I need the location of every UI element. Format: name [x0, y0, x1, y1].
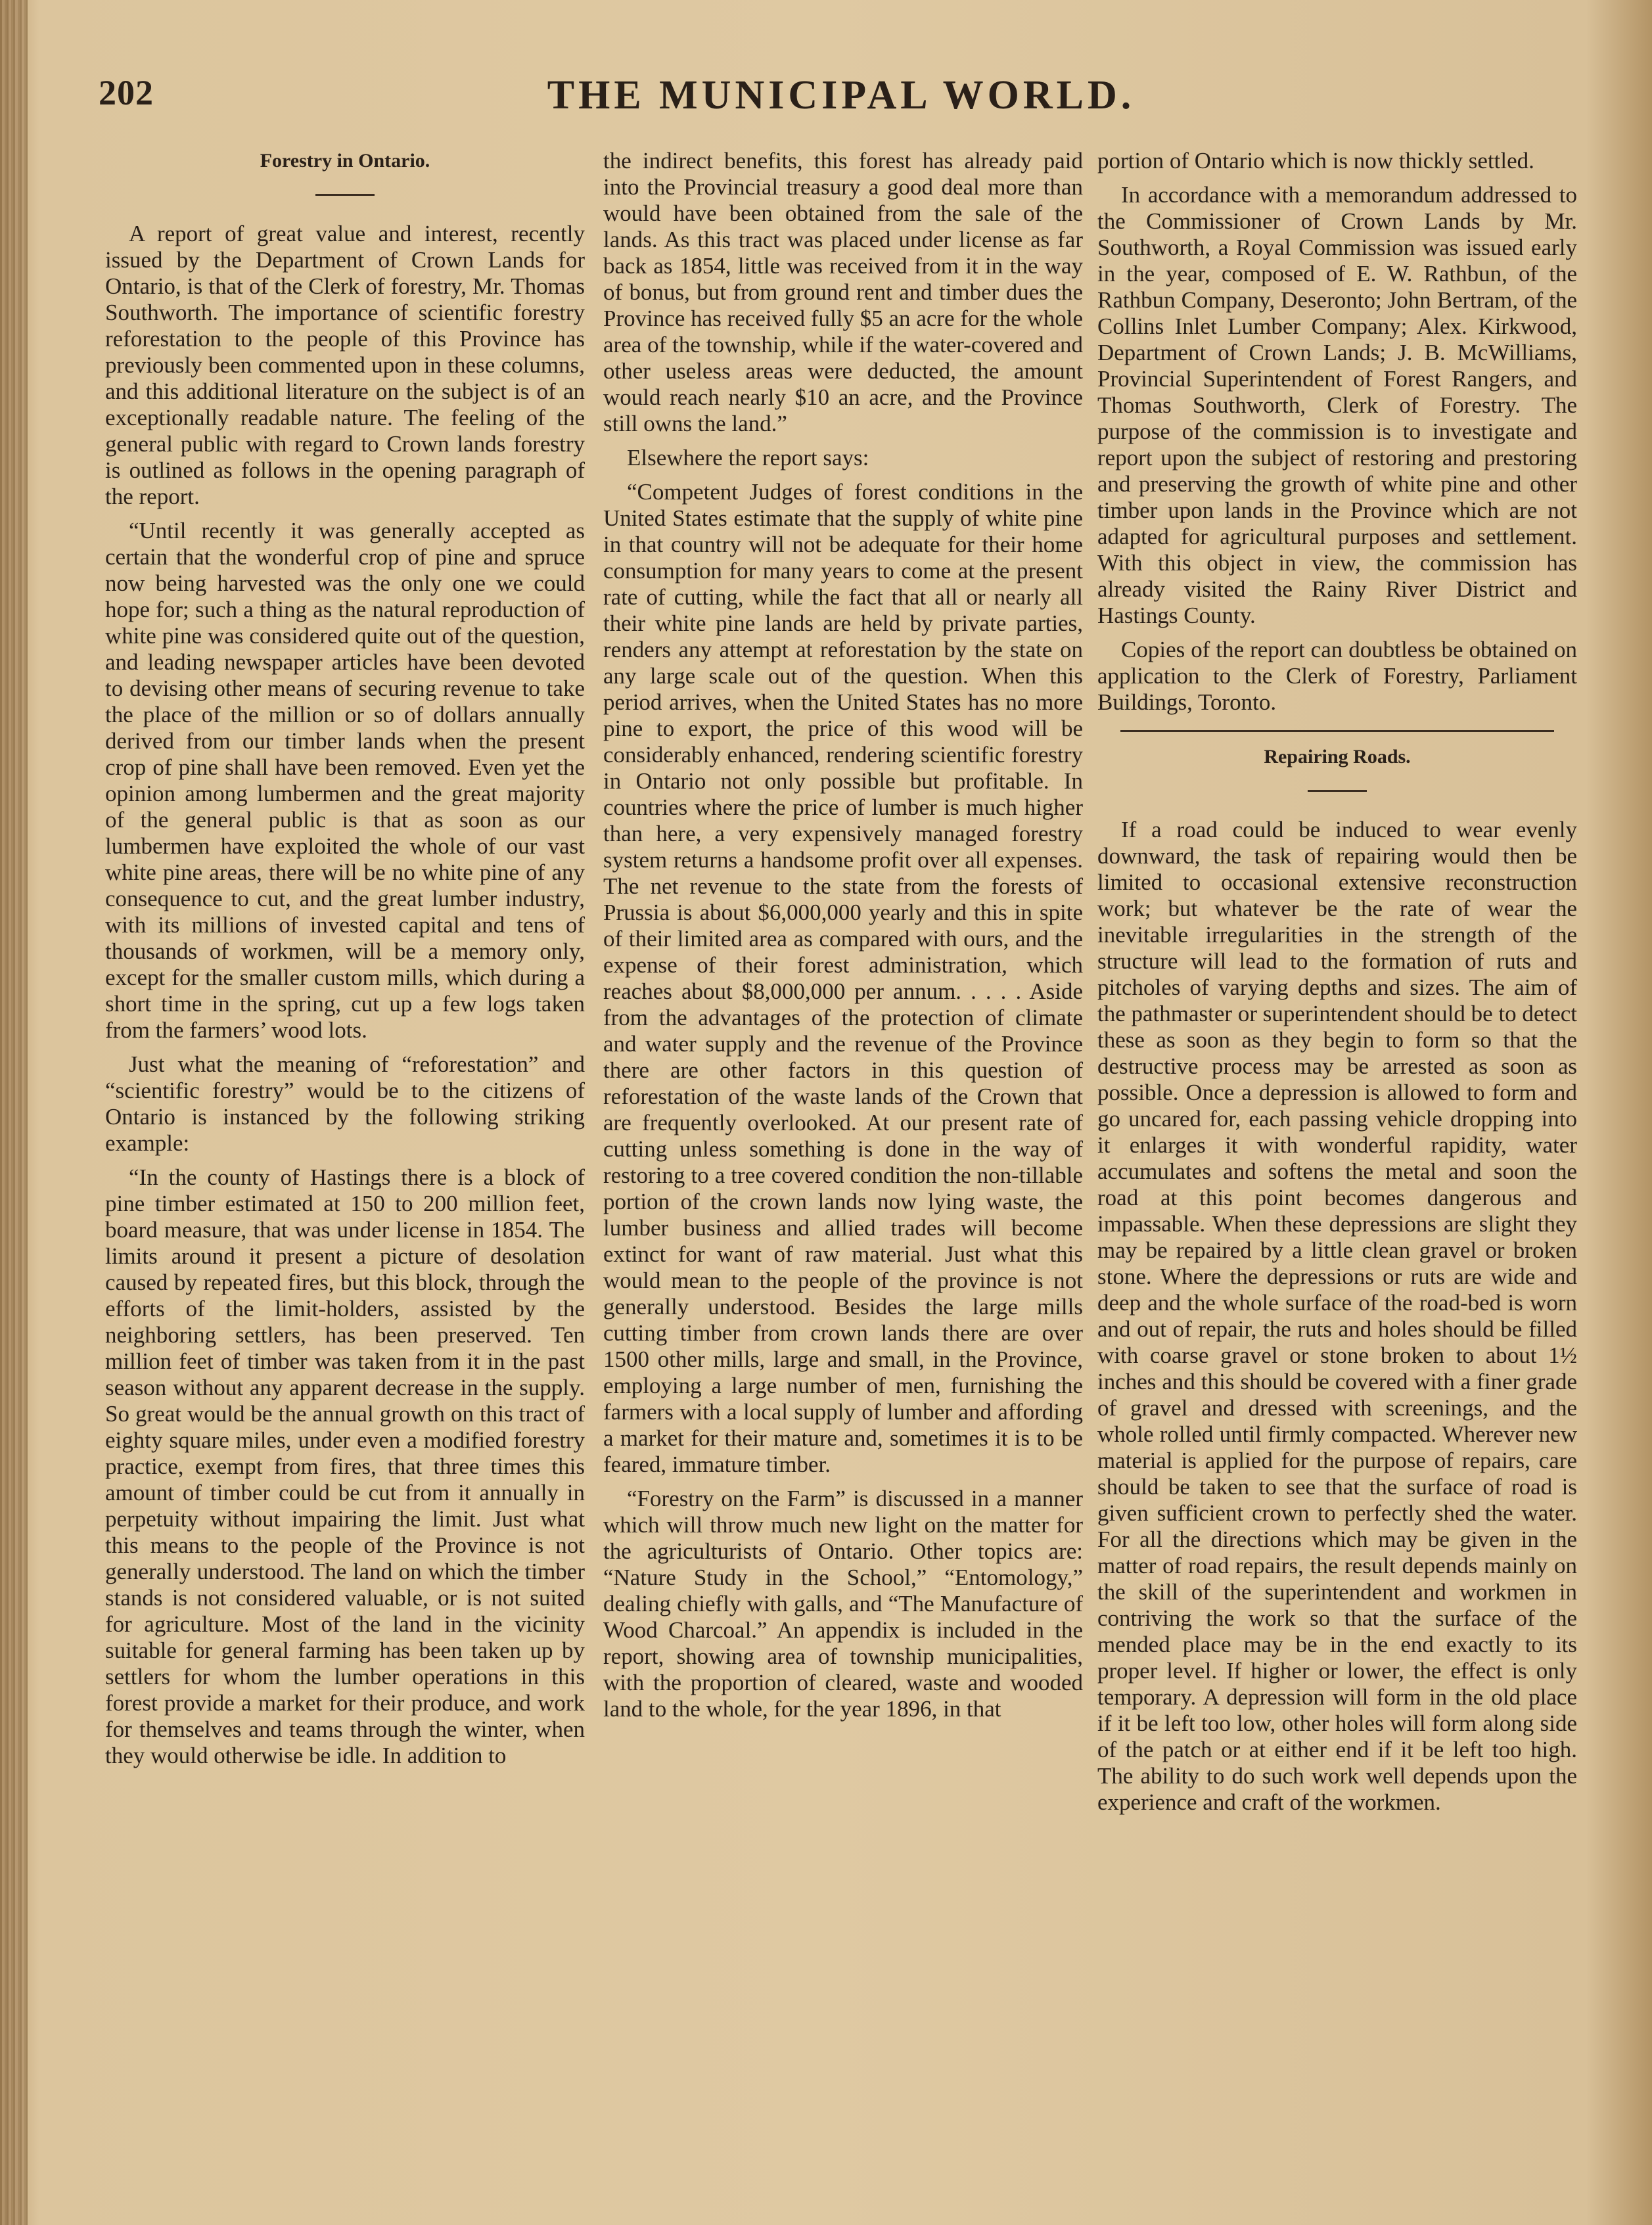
- paragraph: In accordance with a memorandum addressed to the Commissioner of Crown Lands by Mr. Southworth, a Royal Commission was issued early in the year, composed of E. W. Rathbun, of the Rathbun Company, Deseronto; John Bertram, of the Collins Inlet Lumber Company; Alex. Kirkwood, Department of Crown Lands; J. B. McWilliams, Provincial Superintendent of Forest Rangers, and Thomas Southworth, Clerk of Forestry. The purpose of the commission is to investigate and report upon the subject of restoring and prestoring and preserving the growth of white pine and other timber upon lands in the Province which are not adapted for agricultural purposes and settlement. With this object in view, the commission has already visited the Rainy River District and Hastings County.: [1097, 182, 1577, 628]
- paragraph: “Forestry on the Farm” is discussed in a manner which will throw much new light on the matter for the agriculturists of Ontario. Other topics are: “Nature Study in the School,” “Entomology,” dealing chiefly with galls, and “The Manufacture of Wood Charcoal.” An appendix is included in the report, showing area of township municipalities, with the proportion of cleared, waste and wooded land to the whole, for the year 1896, in that: [603, 1486, 1083, 1722]
- paragraph-continued: the indirect benefits, this forest has already paid into the Provincial treasury a good deal more than would have been obtained from the sale of the lands. As this tract was placed under license as far back as 1854, little was received from it in the way of bonus, but from ground rent and timber dues the Province has received fully $5 an acre for the whole area of the township, while if the water-covered and other useless areas were deducted, the amount would reach nearly $10 an acre, and the Province still owns the land.”: [603, 148, 1083, 436]
- paragraph: Copies of the report can doubtless be obtained on application to the Clerk of Forestry, Parliament Buildings, Toronto.: [1097, 637, 1577, 715]
- column-2: [603, 148, 1083, 1722]
- journal-title: THE MUNICIPAL WORLD.: [547, 73, 1136, 118]
- title-rule: [315, 194, 375, 196]
- paragraph: Just what the meaning of “reforestation” and “scientific forestry” would be to the citizens of Ontario is instanced by the following striking example:: [105, 1051, 585, 1156]
- page-number: 202: [99, 73, 154, 112]
- page-spine-shadow: [0, 0, 28, 2225]
- paragraph: A report of great value and interest, recently issued by the Department of Crown Lands for Ontario, is that of the Clerk of forestry, Mr. Thomas Southworth. The importance of scientific forestry reforestation to the people of this Province has previously been commented upon in these columns, and this additional literature on the subject is of an exceptionally readable nature. The feeling of the general public with regard to Crown lands forestry is outlined as follows in the opening paragraph of the report.: [105, 221, 585, 509]
- article-title-repairing-roads: Repairing Roads.: [1264, 746, 1411, 768]
- paragraph-continued: portion of Ontario which is now thickly settled.: [1097, 148, 1534, 173]
- paragraph: “In the county of Hastings there is a block of pine timber estimated at 150 to 200 million feet, board measure, that was under license in 1854. The limits around it present a picture of desolation caused by repeated fires, but this block, through the efforts of the limit-holders, assisted by the neighboring settlers, has been preserved. Ten million feet of timber was taken from it in the past season without any apparent decrease in the supply. So great would be the annual growth on this tract of eighty square miles, under even a modified forestry practice, exempt from fires, that three times this amount of timber could be cut from it annually in perpetuity without impairing the limit. Just what this means to the people of the Province is not generally understood. The land on which the timber stands is not considered valuable, or is not suited for agriculture. Most of the land in the vicinity suitable for general farming has been taken up by settlers for whom the lumber operations in this forest provide a market for their produce, and work for themselves and teams through the winter, when they would otherwise be idle. In addition to: [105, 1164, 585, 1768]
- paragraph: Elsewhere the report says:: [627, 445, 869, 470]
- section-divider: [1120, 730, 1554, 732]
- article-title-forestry: Forestry in Ontario.: [260, 150, 430, 172]
- paragraph: “Until recently it was generally accepted as certain that the wonderful crop of pine and spruce now being harvested was the only one we could hope for; such a thing as the natural reproduction of white pine was considered quite out of the question, and leading newspaper articles have been devoted to devising other means of securing revenue to take the place of the million or so of dollars annually derived from our timber lands when the present crop of pine shall have been removed. Even yet the opinion among lumbermen and the great majority of the general public is that as soon as our lumbermen have exploited the whole of our vast white pine areas, there will be no white pine of any consequence to cut, and the great lumber industry, with its millions of invested capital and tens of thousands of workmen, will be a memory only, except for the smaller custom mills, which during a short time in the spring, cut up a few logs taken from the farmers’ wood lots.: [105, 518, 585, 1043]
- paragraph: “Competent Judges of forest conditions in the United States estimate that the supply of white pine in that country will not be adequate for their home consumption for many years to come at the present rate of cutting, while the fact that all or nearly all their white pine lands are held by private parties, renders any attempt at reforestation by the state on any large scale out of the question. When this period arrives, when the United States has no more pine to export, the price of this wood will be considerably enhanced, rendering scientific forestry in Ontario not only possible but profitable. In countries where the price of lumber is much higher than here, a very expensively managed forestry system returns a handsome profit over all expenses. The net revenue to the state from the forests of Prussia is about $6,000,000 yearly and this in spite of their limited area as compared with ours, and the expense of their forest administration, which reaches about $8,000,000 per annum. . . . . Aside from the advantages of the protection of climate and water supply and the revenue of the Province there are other factors in this question of reforestation of the waste lands of the Crown that are frequently overlooked. At our present rate of cutting unless something is done in the way of restoring to a tree covered condition the non-tillable portion of the crown lands now lying waste, the lumber business and allied trades will become extinct for want of raw material. Just what this would mean to the people of the province is not generally understood. Besides the large mills cutting timber from crown lands there are over 1500 other mills, large and small, in the Province, employing a large number of men, furnishing the farmers with a local supply of lumber and affording a market for their mature and, sometimes it is to be feared, immature timber.: [603, 479, 1083, 1477]
- title-rule: [1308, 790, 1367, 792]
- column-3: [1097, 148, 1577, 1816]
- column-1: [105, 148, 585, 1769]
- paragraph: If a road could be induced to wear evenly downward, the task of repairing would then be limited to occasional extensive reconstruction work; but whatever be the rate of wear the inevitable irregularities in the strength of the structure will lead to the formation of ruts and pitcholes of varying depths and sizes. The aim of the pathmaster or superintendent should be to detect these as soon as they begin to form so that the destructive process may be arrested as soon as possible. Once a depression is allowed to form and go uncared for, each passing vehicle dropping into it enlarges it with wonderful rapidity, water accumulates and softens the metal and soon the road at this point becomes dangerous and impassable. When these depressions are slight they may be repaired by a little clean gravel or broken stone. Where the depressions or ruts are wide and deep and the whole surface of the road-bed is worn and out of repair, the ruts and holes should be filled with coarse gravel or stone broken to about 1½ inches and this should be covered with a finer grade of gravel and dressed with screenings, and the whole rolled until firmly compacted. Wherever new material is applied for the purpose of repairs, care should be taken to see that the surface of road is given sufficient crown to perfectly shed the water. For all the directions which may be given in the matter of road repairs, the result depends mainly on the skill of the superintendent and workmen in contriving the work so that the surface of the mended place may be in the end exactly to its proper level. If higher or lower, the effect is only temporary. A depression will form in the old place if it be left too low, other holes will form along side of the patch or at either end if it be left too high. The ability to do such work well depends upon the experience and craft of the workmen.: [1097, 817, 1577, 1815]
